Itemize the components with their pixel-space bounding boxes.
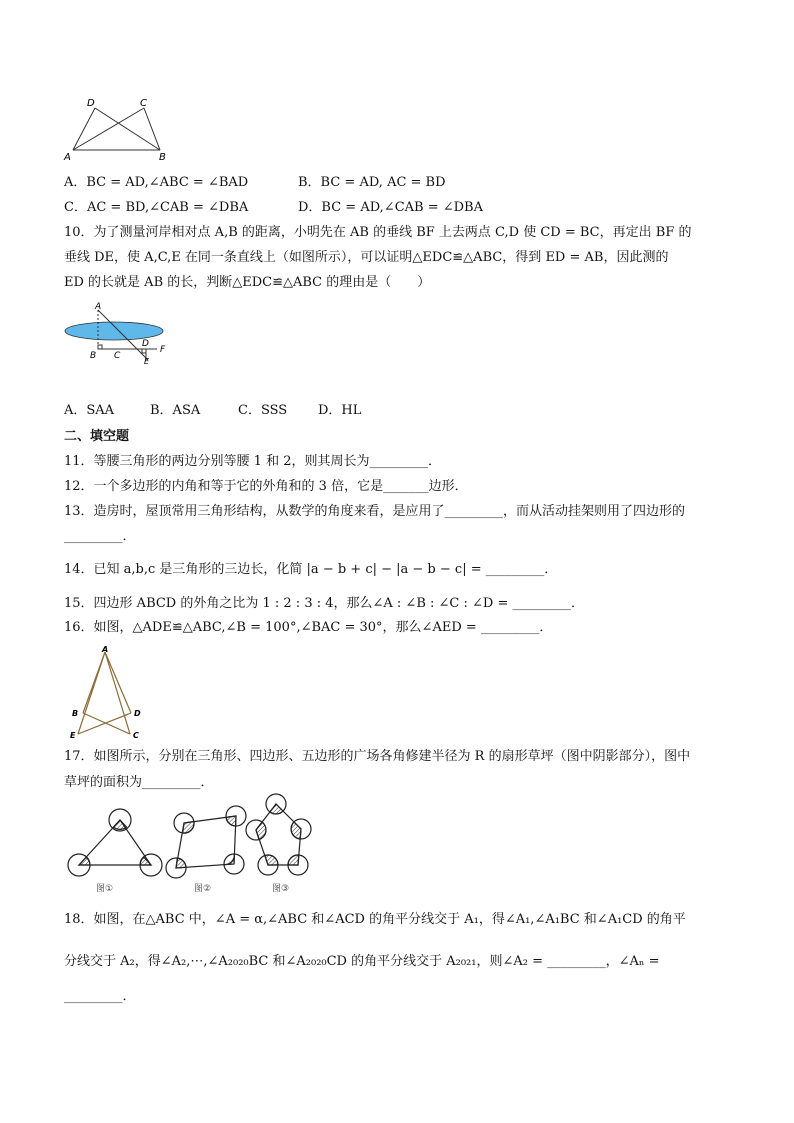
q10-label-b: B bbox=[90, 351, 97, 361]
q10-label-c: C bbox=[114, 351, 121, 361]
q10-label-a: A bbox=[95, 302, 102, 312]
q18-line-3: _________． bbox=[64, 989, 136, 1004]
q17-caption-1: 图① bbox=[96, 884, 114, 894]
q10-line-2: 垂线 DE，使 A,C,E 在同一条直线上（如图所示），可以证明△EDC≌△ABC，得到 ED = AB，因此测的 bbox=[64, 250, 669, 265]
q16-figure bbox=[64, 644, 154, 740]
q18-line-2: 分线交于 A₂，得∠A₂,⋯,∠A₂₀₂₀BC 和∠A₂₀₂₀CD 的角平分线交于 A₂₀₂₁，则∠A₂ = _________，∠Aₙ = bbox=[64, 954, 660, 969]
q17-quadrilateral-figure bbox=[166, 806, 246, 878]
q9-label-c: C bbox=[140, 98, 147, 109]
q10-option-d[interactable]: D．HL bbox=[318, 403, 362, 418]
q13-line-1: 13．造房时，屋顶常用三角形结构，从数学的角度来看，是应用了_________，而从活动挂架则用了四边形的 bbox=[64, 504, 686, 519]
q17-pentagon-figure bbox=[246, 794, 311, 875]
q13-line-2: _________． bbox=[64, 529, 136, 544]
q10-line-1: 10．为了测量河岸相对点 A,B 的距离，小明先在 AB 的垂线 BF 上去两点 C,D 使 CD = BC，再定出 BF 的 bbox=[64, 225, 692, 240]
q9-option-d[interactable]: D．BC = AD,∠CAB = ∠DBA bbox=[298, 200, 483, 215]
q16-label-a: A bbox=[102, 645, 109, 654]
q10-figure bbox=[60, 300, 180, 366]
q10-line-3: ED 的长就是 AB 的长，判断△EDC≌△ABC 的理由是（ ） bbox=[64, 275, 431, 290]
q17-caption-2: 图② bbox=[194, 884, 212, 894]
q12-text: 12．一个多边形的内角和等于它的外角和的 3 倍，它是_______边形． bbox=[64, 479, 468, 494]
q14-text: 14．已知 a,b,c 是三角形的三边长，化简 |a − b + c| − |a − b − c| = _________． bbox=[64, 562, 558, 577]
q9-figure bbox=[60, 94, 180, 166]
q9-label-d: D bbox=[87, 98, 95, 109]
q9-option-a[interactable]: A．BC = AD,∠ABC = ∠BAD bbox=[64, 175, 249, 190]
q17-caption-3: 图③ bbox=[272, 884, 290, 894]
q10-option-c[interactable]: C．SSS bbox=[238, 403, 288, 418]
river-shape bbox=[65, 322, 163, 340]
q16-text: 16．如图，△ADE≌△ABC,∠B = 100°,∠BAC = 30°，那么∠AED = _________． bbox=[64, 620, 553, 635]
q10-label-f: F bbox=[160, 345, 166, 355]
q15-text: 15．四边形 ABCD 的外角之比为 1 : 2 : 3 : 4，那么∠A : ∠B : ∠C : ∠D = _________． bbox=[64, 596, 584, 611]
q10-option-a[interactable]: A．SAA bbox=[64, 403, 115, 418]
q18-line-1: 18．如图，在△ABC 中，∠A = α,∠ABC 和∠ACD 的角平分线交于 A₁，得∠A₁,∠A₁BC 和∠A₁CD 的角平 bbox=[64, 912, 686, 927]
q10-option-b[interactable]: B．ASA bbox=[150, 403, 201, 418]
q10-label-e: E bbox=[144, 357, 150, 366]
q9-option-b[interactable]: B．BC = AD, AC = BD bbox=[298, 175, 446, 190]
q16-label-d: D bbox=[134, 709, 141, 718]
q17-line-2: 草坪的面积为_________． bbox=[64, 775, 214, 790]
q9-option-c[interactable]: C．AC = BD,∠CAB = ∠DBA bbox=[64, 200, 249, 215]
q11-text: 11．等腰三角形的两边分别等腰 1 和 2，则其周长为_________． bbox=[64, 454, 441, 469]
q10-label-d: D bbox=[142, 339, 149, 349]
q16-label-b: B bbox=[72, 709, 79, 718]
section-title-fill-blank: 二、填空题 bbox=[64, 429, 130, 444]
q9-label-a: A bbox=[64, 152, 71, 163]
q17-figure bbox=[60, 792, 340, 898]
q17-line-1: 17．如图所示，分别在三角形、四边形、五边形的广场各角修建半径为 R 的扇形草坪（图中阴影部分），图中 bbox=[64, 749, 691, 764]
q16-label-c: C bbox=[133, 731, 139, 740]
q17-triangle-figure bbox=[68, 809, 162, 876]
q16-label-e: E bbox=[70, 731, 76, 740]
q9-label-b: B bbox=[159, 152, 166, 163]
